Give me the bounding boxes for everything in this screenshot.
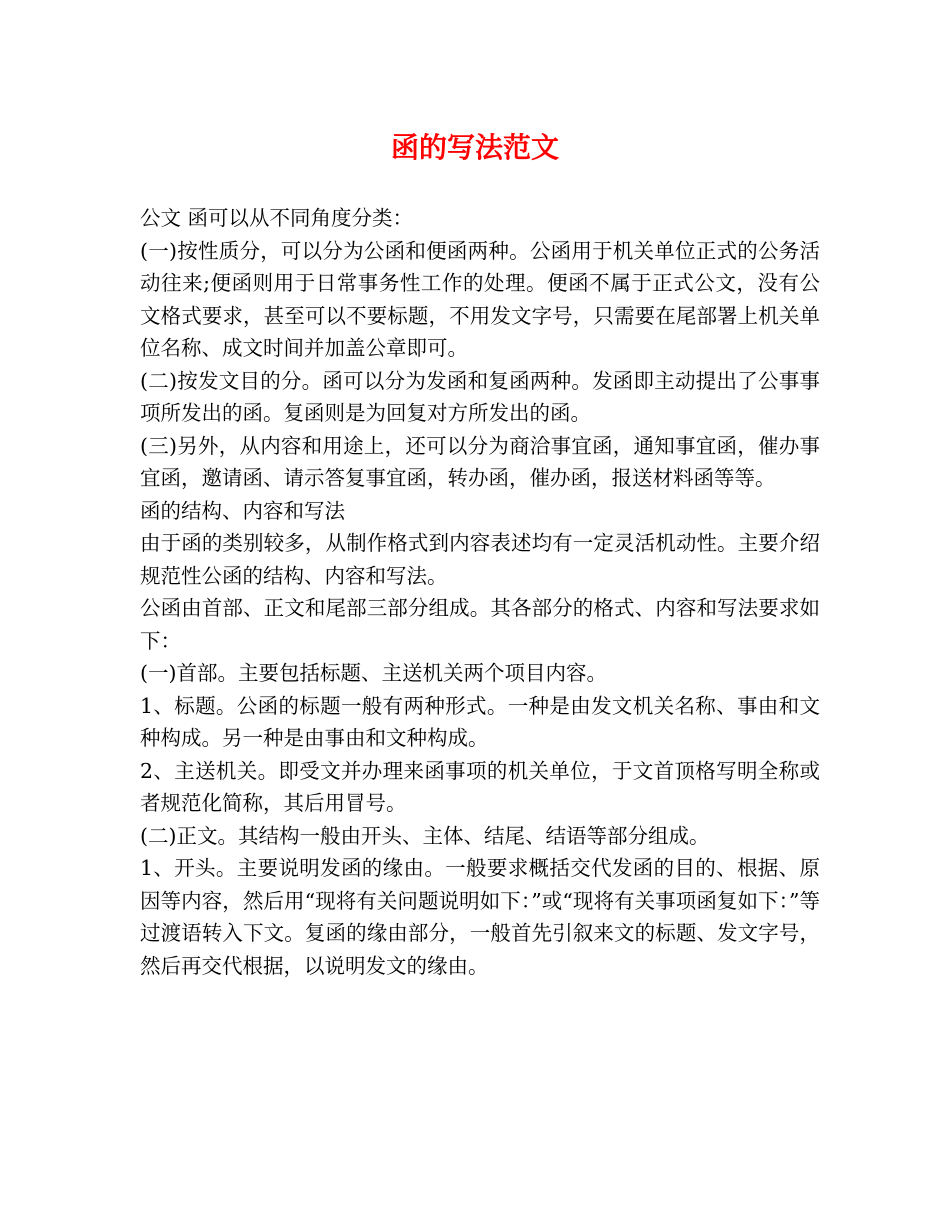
paragraph-by-purpose: (二)按发文目的分。函可以分为发函和复函两种。发函即主动提出了公事事项所发出的函。复函则是为回复对方所发出的函。 — [140, 368, 820, 425]
section-heading-structure: 函的结构、内容和写法 — [140, 498, 345, 523]
paragraph-main-text-part: (二)正文。其结构一般由开头、主体、结尾、结语等部分组成。 — [140, 823, 710, 848]
paragraph-title-item: 1、标题。公函的标题一般有两种形式。一种是由发文机关名称、事由和文种构成。另一种是由事由和文种构成。 — [140, 693, 820, 750]
paragraph-by-content: (三)另外，从内容和用途上，还可以分为商洽事宜函，通知事宜函，催办事宜函，邀请函、请示答复事宜函，转办函，催办函，报送材料函等等。 — [140, 433, 820, 490]
paragraph-header-part: (一)首部。主要包括标题、主送机关两个项目内容。 — [140, 661, 607, 685]
paragraph-classification-intro: 公文 函可以从不同角度分类： — [140, 206, 414, 230]
paragraph-structure-intro: 由于函的类别较多，从制作格式到内容表述均有一定灵活机动性。主要介绍规范性公函的结构、内容和写法。 — [140, 531, 820, 588]
paragraph-by-nature: (一)按性质分，可以分为公函和便函两种。公函用于机关单位正式的公务活动往来;便函则用于日常事务性工作的处理。便函不属于正式公文，没有公文格式要求，甚至可以不要标题，不用发文字号，只需要在尾部署上机关单位名称、成文时间并加盖公章即可。 — [140, 238, 820, 360]
paragraph-three-parts: 公函由首部、正文和尾部三部分组成。其各部分的格式、内容和写法要求如下： — [140, 596, 820, 653]
paragraph-opening-item: 1、开头。主要说明发函的缘由。一般要求概括交代发函的目的、根据、原因等内容，然后用“现将有关问题说明如下：”或“现将有关事项函复如下：”等过渡语转入下文。复函的缘由部分，一般首先引叙来文的标题、发文字号，然后再交代根据，以说明发文的缘由。 — [140, 856, 820, 978]
document-title: 函的写法范文 — [390, 131, 559, 164]
paragraph-recipient-item: 2、主送机关。即受文并办理来函事项的机关单位，于文首顶格写明全称或者规范化简称，其后用冒号。 — [140, 758, 820, 815]
document-body — [140, 202, 820, 982]
